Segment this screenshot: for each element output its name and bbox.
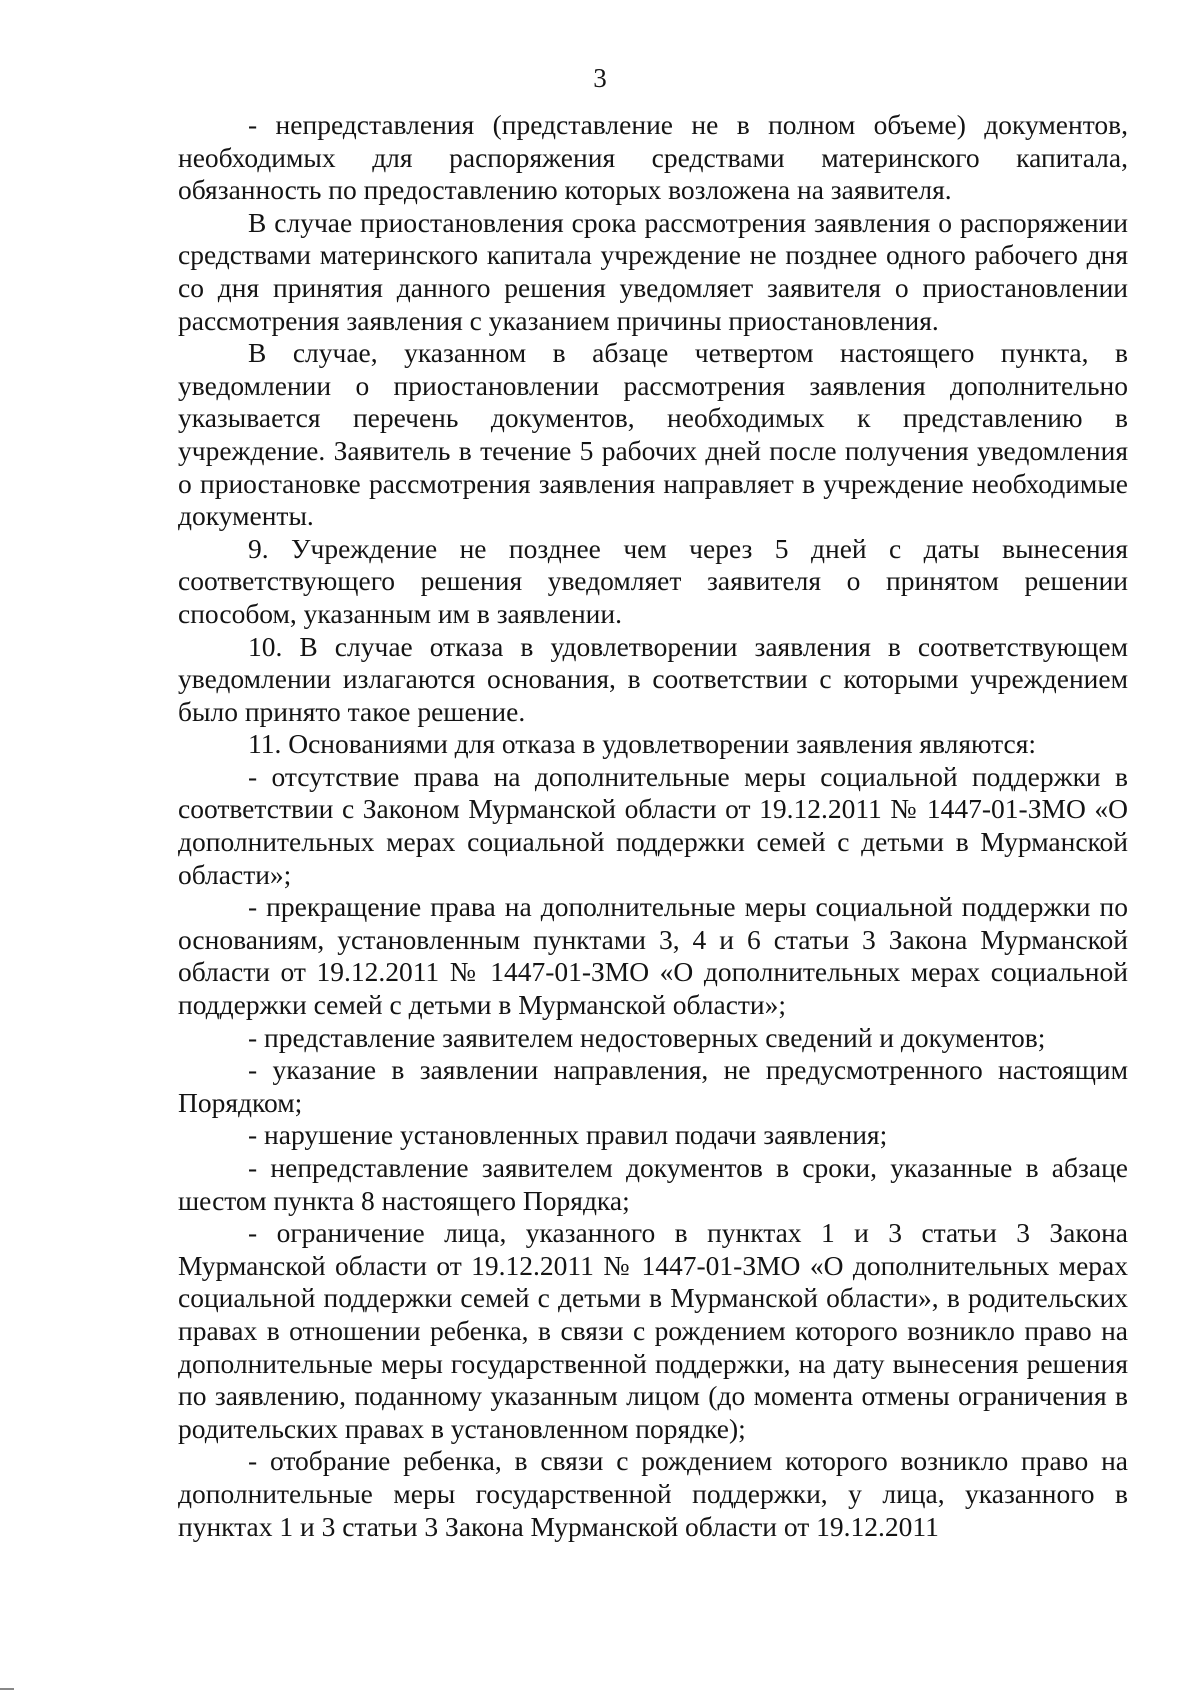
document-body — [178, 109, 1128, 1543]
paragraph: 10. В случае отказа в удовлетворении заявления в соответствующем уведомлении излагаются основания, в соответствии с которыми учреждением было принято такое решение. — [178, 630, 1128, 727]
paragraph: - представление заявителем недостоверных сведений и документов; — [248, 1021, 1046, 1053]
paragraph: - нарушение установленных правил подачи заявления; — [248, 1119, 888, 1151]
paragraph: 9. Учреждение не позднее чем через 5 дней с даты вынесения соответствующего решения уведомляет заявителя о принятом решении способом, указанным им в заявлении. — [178, 532, 1128, 629]
paragraph: - отобрание ребенка, в связи с рождением которого возникло право на дополнительные меры государственной поддержки, у лица, указанного в пунктах 1 и 3 статьи 3 Закона Мурманской области от 19.12.2011 — [178, 1445, 1128, 1542]
paragraph: - отсутствие права на дополнительные меры социальной поддержки в соответствии с Законом Мурманской области от 19.12.2011 № 1447-01-ЗМО «О дополнительных мерах социальной поддержки семей с детьми в Мурманской области»; — [178, 760, 1128, 890]
paragraph: - указание в заявлении направления, не предусмотренного настоящим Порядком; — [178, 1054, 1128, 1118]
scan-edge-mark — [0, 1688, 14, 1690]
page-number: 3 — [593, 63, 607, 93]
paragraph: В случае, указанном в абзаце четвертом настоящего пункта, в уведомлении о приостановлении рассмотрения заявления дополнительно указывается перечень документов, необходимых к представлению в учреждение. Заявитель в течение 5 рабочих дней после получения уведомления о приостановке рассмотрения заявления направляет в учреждение необходимые документы. — [178, 337, 1128, 532]
paragraph: В случае приостановления срока рассмотрения заявления о распоряжении средствами материнского капитала учреждение не позднее одного рабочего дня со дня принятия данного решения уведомляет заявителя о приостановлении рассмотрения заявления с указанием причины приостановления. — [178, 206, 1128, 336]
paragraph: - прекращение права на дополнительные меры социальной поддержки по основаниям, установленным пунктами 3, 4 и 6 статьи 3 Закона Мурманской области от 19.12.2011 № 1447-01-ЗМО «О дополнительных мерах социальной поддержки семей с детьми в Мурманской области»; — [178, 891, 1128, 1021]
paragraph: - непредставления (представление не в полном объеме) документов, необходимых для распоряжения средствами материнского капитала, обязанность по предоставлению которых возложена на заявителя. — [178, 109, 1128, 206]
paragraph: - ограничение лица, указанного в пунктах 1 и 3 статьи 3 Закона Мурманской области от 19.12.2011 № 1447-01-ЗМО «О дополнительных мерах социальной поддержки семей с детьми в Мурманской области», в родительских правах в отношении ребенка, в связи с рождением которого возникло право на дополнительные меры государственной поддержки, на дату вынесения решения по заявлению, поданному указанным лицом (до момента отмены ограничения в родительских правах в установленном порядке); — [178, 1217, 1128, 1444]
paragraph: - непредставление заявителем документов в сроки, указанные в абзаце шестом пункта 8 настоящего Порядка; — [178, 1152, 1128, 1216]
paragraph: 11. Основаниями для отказа в удовлетворении заявления являются: — [248, 728, 1037, 760]
